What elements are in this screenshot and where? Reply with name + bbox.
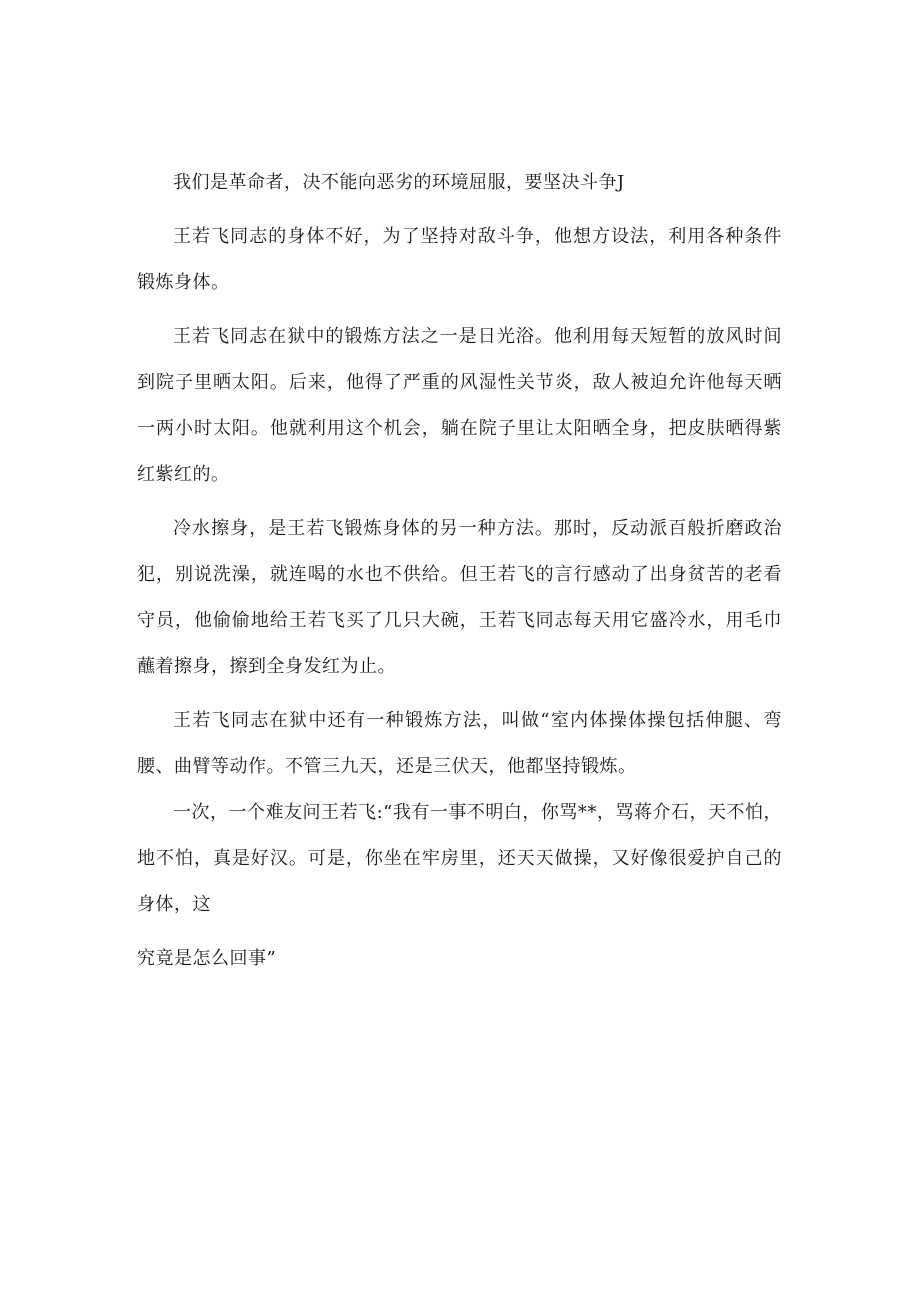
paragraph-5: 王若飞同志在狱中还有一种锻炼方法，叫做“室内体操体操包括伸腿、弯腰、曲臂等动作。不管三九天，还是三伏天，他都坚持锻炼。 (137, 710, 782, 777)
paragraph-4: 冷水擦身，是王若飞锻炼身体的另一种方法。那时，反动派百般折磨政治犯，别说洗澡，就连喝的水也不供给。但王若飞的言行感动了出身贫苦的老看守员，他偷偷地给王若飞买了几只大碗，王若飞同志每天用它盛冷水，用毛巾蘸着擦身，擦到全身发红为止。 (137, 518, 782, 677)
paragraph-2: 王若飞同志的身体不好，为了坚持对敌斗争，他想方设法，利用各种条件锻炼身体。 (137, 226, 782, 293)
paragraph-3: 王若飞同志在狱中的锻炼方法之一是日光浴。他利用每天短暂的放风时间到院子里晒太阳。后来，他得了严重的风湿性关节炎，敌人被迫允许他每天晒一两小时太阳。他就利用这个机会，躺在院子里让太阳晒全身，把皮肤晒得紫红紫红的。 (137, 326, 782, 485)
paragraph-6: 一次，一个难友问王若飞:“我有一事不明白，你骂**，骂蒋介石，天不怕，地不怕，真是好汉。可是，你坐在牢房里，还天天做操，又好像很爱护自己的身体，这 (137, 802, 782, 915)
paragraph-1: 我们是革命者，决不能向恶劣的环境屈服，要坚决斗争J (173, 172, 625, 193)
document-body (137, 160, 782, 982)
paragraph-7: 究竟是怎么回事” (137, 948, 277, 969)
